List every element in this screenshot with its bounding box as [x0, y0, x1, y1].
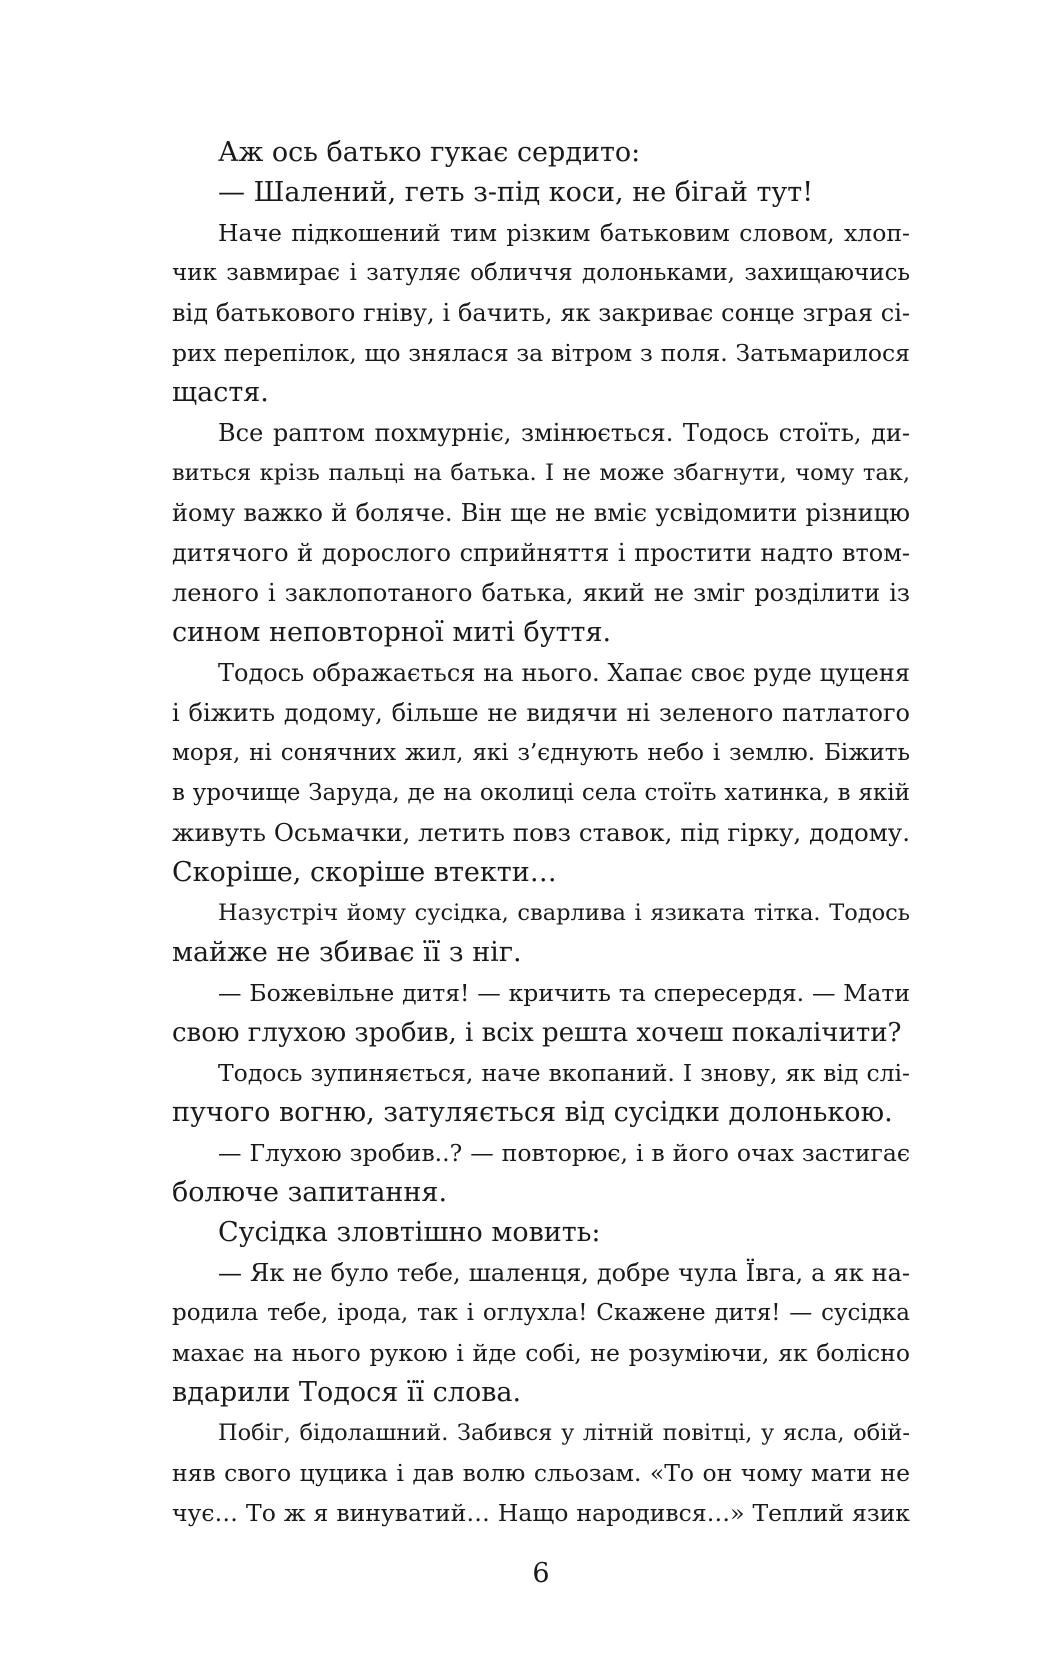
text-line: — Як не було тебе, шаленця, добре чула Ївга, а як на-: [218, 1259, 910, 1287]
book-page: [172, 130, 910, 1589]
text-line: майже не збиває її з ніг.: [172, 937, 522, 968]
text-line: болюче запитання.: [172, 1177, 448, 1208]
text-line: свою глухою зробив, і всіх решта хочеш покалічити?: [172, 1018, 902, 1048]
text-line: — Божевільне дитя! — кричить та спересердя. — Мати: [218, 979, 910, 1007]
text-line: Тодось ображається на нього. Хапає своє руде цуценя: [218, 659, 910, 687]
text-line: Скоріше, скоріше втекти…: [172, 857, 557, 888]
text-line: живуть Осьмачки, летить повз ставок, під гірку, додому.: [172, 818, 910, 847]
text-line: в урочище Заруда, де на околиці села стоїть хатинка, в якій: [172, 780, 910, 806]
text-line: пучого вогню, затуляється від сусідки долонькою.: [172, 1097, 893, 1128]
text-line: чує… То ж я винуватий… Нащо народився…» Теплий язик: [172, 1499, 910, 1527]
page-number: 6: [532, 1558, 550, 1589]
text-line: і біжить додому, більше не видячи ні зеленого патлатого: [172, 699, 910, 727]
text-line: від батькового гніву, і бачить, як закриває сонце зграя сі-: [172, 299, 910, 327]
text-line: Наче підкошений тим різким батьковим словом, хлоп-: [218, 219, 910, 247]
text-line: Все раптом похмурніє, змінюється. Тодось стоїть, ди-: [218, 419, 910, 447]
text-line: родила тебе, ірода, так і оглухла! Скажене дитя! — сусідка: [172, 1300, 910, 1326]
text-line: виться крізь пальці на батька. І не може збагнути, чому так,: [172, 460, 910, 486]
text-line: вдарили Тодося її слова.: [172, 1377, 522, 1408]
text-line: Тодось зупиняється, наче вкопаний. І знову, як від слі-: [218, 1059, 910, 1087]
text-line: чик завмирає і затуляє обличчя долоньками, захищаючись: [172, 260, 910, 286]
text-line: Аж ось батько гукає сердито:: [218, 137, 641, 168]
text-line: Побіг, бідолашний. Забився у літній повітці, у ясла, обій-: [218, 1420, 910, 1446]
text-line: сином неповторної миті буття.: [172, 617, 612, 648]
text-line: леного і заклопотаного батька, який не зміг розділити із: [172, 579, 910, 607]
text-line: — Шалений, геть з-під коси, не бігай тут!: [218, 177, 814, 208]
text-line: няв свого цуцика і дав волю сльозам. «То он чому мати не: [172, 1459, 910, 1487]
text-line: щастя.: [172, 377, 269, 408]
text-line: Назустріч йому сусідка, сварлива і язиката тітка. Тодось: [218, 900, 910, 926]
text-line: моря, ні сонячних жил, які з’єднують небо і землю. Біжить: [172, 740, 910, 766]
text-line: йому важко й боляче. Він ще не вміє усвідомити різницю: [172, 499, 910, 527]
text-line: рих перепілок, що знялася за вітром з поля. Затьмарилося: [172, 339, 910, 367]
text-line: Сусідка зловтішно мовить:: [218, 1217, 601, 1248]
text-line: махає на нього рукою і йде собі, не розуміючи, як болісно: [172, 1339, 910, 1367]
text-line: дитячого й дорослого сприйняття і простити надто втом-: [172, 539, 910, 567]
text-line: — Глухою зробив..? — повторює, і в його очах застигає: [218, 1139, 910, 1167]
